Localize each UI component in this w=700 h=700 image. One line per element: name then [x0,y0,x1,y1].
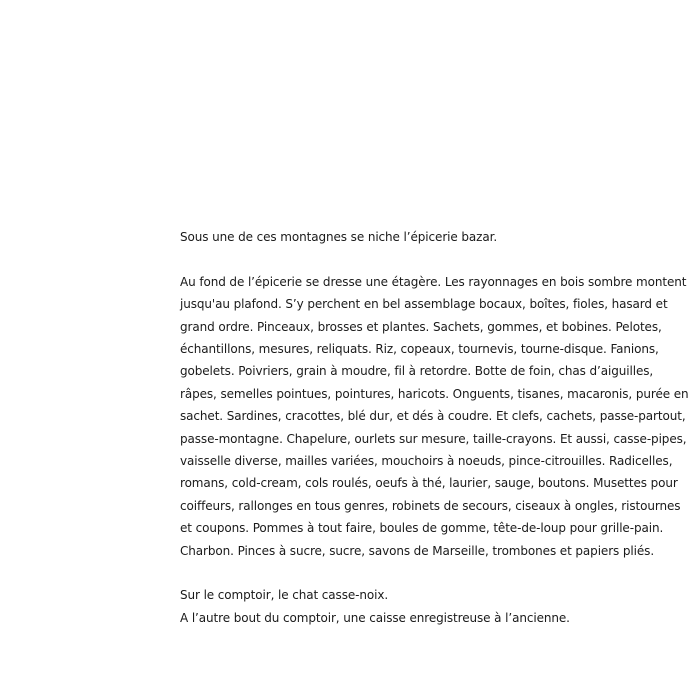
text-line: vaisselle diverse, mailles variées, mouchoirs à noeuds, pince-citrouilles. Radicelles, [180,454,673,469]
text-line: coiffeurs, rallonges en tous genres, robinets de secours, ciseaux à ongles, ristournes [180,498,681,513]
text-line: échantillons, mesures, reliquats. Riz, copeaux, tournevis, tourne-disque. Fanions, [180,342,659,357]
text-line: grand ordre. Pinceaux, brosses et plantes. Sachets, gommes, et bobines. Pelotes, [180,319,662,334]
paragraph-gap [180,562,540,584]
text-line: Sous une de ces montagnes se niche l’épicerie bazar. [180,230,498,244]
text-line: sachet. Sardines, cracottes, blé dur, et dés à coudre. Et clefs, cachets, passe-partout, [180,409,686,424]
paragraph-gap [180,248,540,270]
text-line: et coupons. Pommes à tout faire, boules de gomme, tête-de-loup pour grille-pain. [180,521,664,536]
text-line: Charbon. Pinces à sucre, sucre, savons de Marseille, trombones et papiers pliés. [180,543,655,558]
text-line: romans, cold-cream, cols roulés, oeufs à thé, laurier, sauge, boutons. Musettes pour [180,476,678,491]
text-line: jusqu'au plafond. S’y perchent en bel assemblage bocaux, boîtes, fioles, hasard et [180,297,668,312]
paragraph-counter [180,584,570,629]
text-line: gobelets. Poivriers, grain à moudre, fil à retordre. Botte de foin, chas d’aiguilles, [180,364,654,379]
paragraph-shelf [180,271,689,562]
text-line: A l’autre bout du comptoir, une caisse enregistreuse à l’ancienne. [180,610,570,625]
paragraph-intro [180,226,540,248]
text-line: râpes, semelles pointues, pointures, haricots. Onguents, tisanes, macaronis, purée en [180,386,689,401]
text-line: passe-montagne. Chapelure, ourlets sur mesure, taille-crayons. Et aussi, casse-pipes, [180,431,687,446]
body-text [180,226,689,629]
text-line: Au fond de l’épicerie se dresse une étagère. Les rayonnages en bois sombre montent [180,274,687,289]
text-line: Sur le comptoir, le chat casse-noix. [180,588,389,603]
